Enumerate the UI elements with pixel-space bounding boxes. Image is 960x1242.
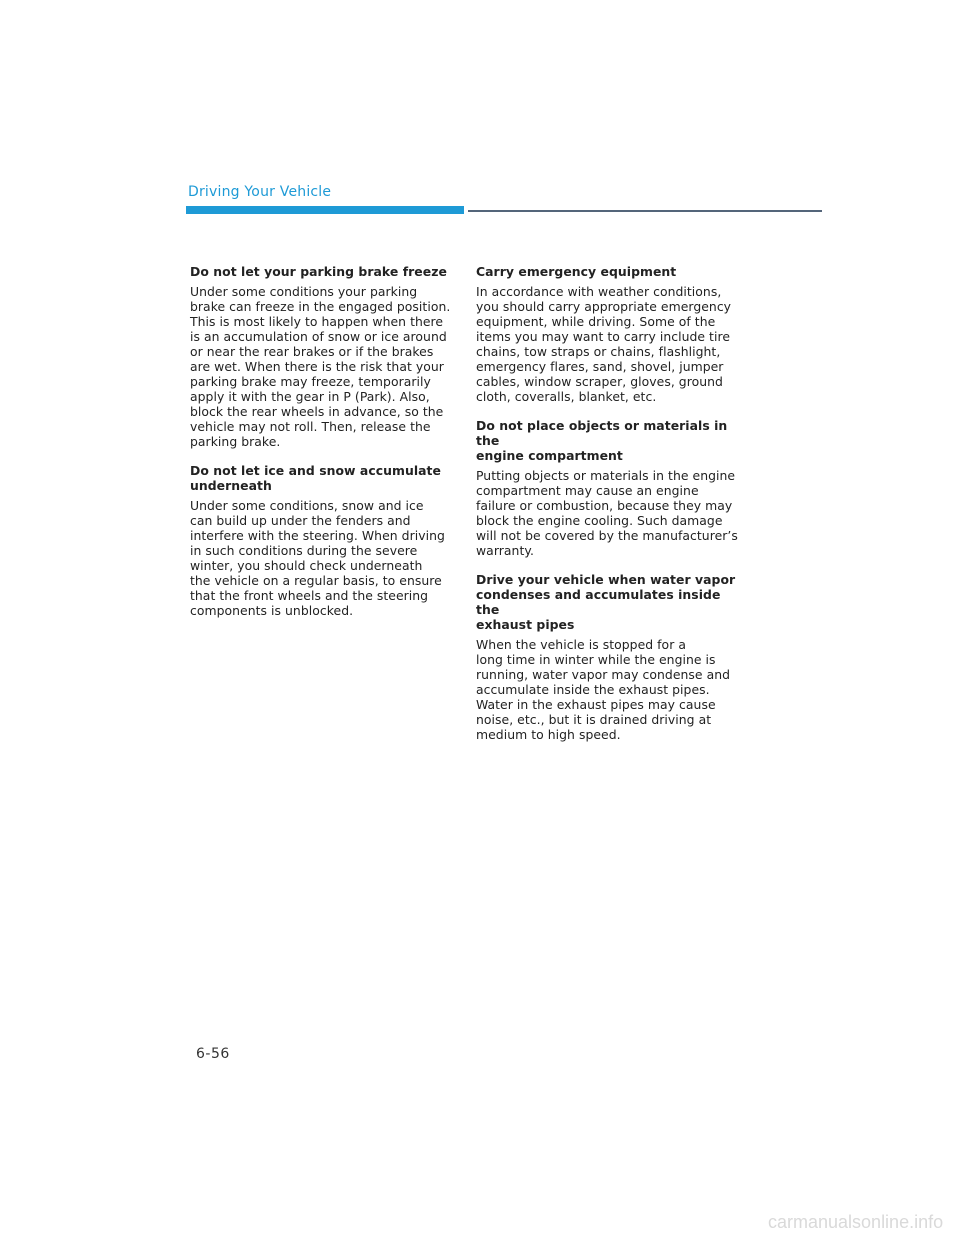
section-body: Putting objects or materials in the engine compartment may cause an engine failure or combustion, because they may block the engine cooling. Such damage will not be covered by the manufacturer’s warranty. [476,468,738,558]
watermark: carmanualsonline.info [768,1212,944,1232]
section-title: Driving Your Vehicle [188,184,332,200]
section-heading: Do not let ice and snow accumulate underneath [190,463,441,493]
section-heading: Do not let your parking brake freeze [190,264,447,279]
section-body: In accordance with weather conditions, you should carry appropriate emergency equipment, while driving. Some of the items you may want to carry include tire chains, tow straps or chains, flashlight, emergency flares, sand, shovel, jumper cables, window scraper, gloves, ground cloth, coveralls, blanket, etc. [476,284,732,404]
section-heading: Carry emergency equipment [476,264,677,279]
right-column [476,264,738,756]
section-ice-snow-accumulate [190,463,452,618]
section-emergency-equipment [476,264,738,404]
section-water-vapor-exhaust [476,572,738,742]
section-body: Under some conditions, snow and ice can build up under the fenders and interfere with the steering. When driving in such conditions during the severe winter, you should check underneath the vehicle on a regular basis, to ensure that the front wheels and the steering components is unblocked. [190,498,445,618]
header-rule [468,210,822,212]
section-engine-compartment [476,418,738,558]
section-heading: Do not place objects or materials in the engine compartment [476,418,728,463]
header-accent-bar [186,206,464,214]
page-number: 6-56 [196,1046,230,1062]
left-column [190,264,452,632]
section-body: Under some conditions your parking brake can freeze in the engaged position. This is most likely to happen when there is an accumulation of snow or ice around or near the rear brakes or if the brakes are wet. When there is the risk that your parking brake may freeze, temporarily apply it with the gear in P (Park). Also, block the rear wheels in advance, so the vehicle may not roll. Then, release the parking brake. [190,284,451,449]
section-body: When the vehicle is stopped for a long time in winter while the engine is running, water vapor may condense and accumulate inside the exhaust pipes. Water in the exhaust pipes may cause noise, etc., but it is drained driving at medium to high speed. [476,637,731,742]
section-parking-brake-freeze [190,264,452,449]
section-heading: Drive your vehicle when water vapor condenses and accumulates inside the exhaust pipes [476,572,736,632]
